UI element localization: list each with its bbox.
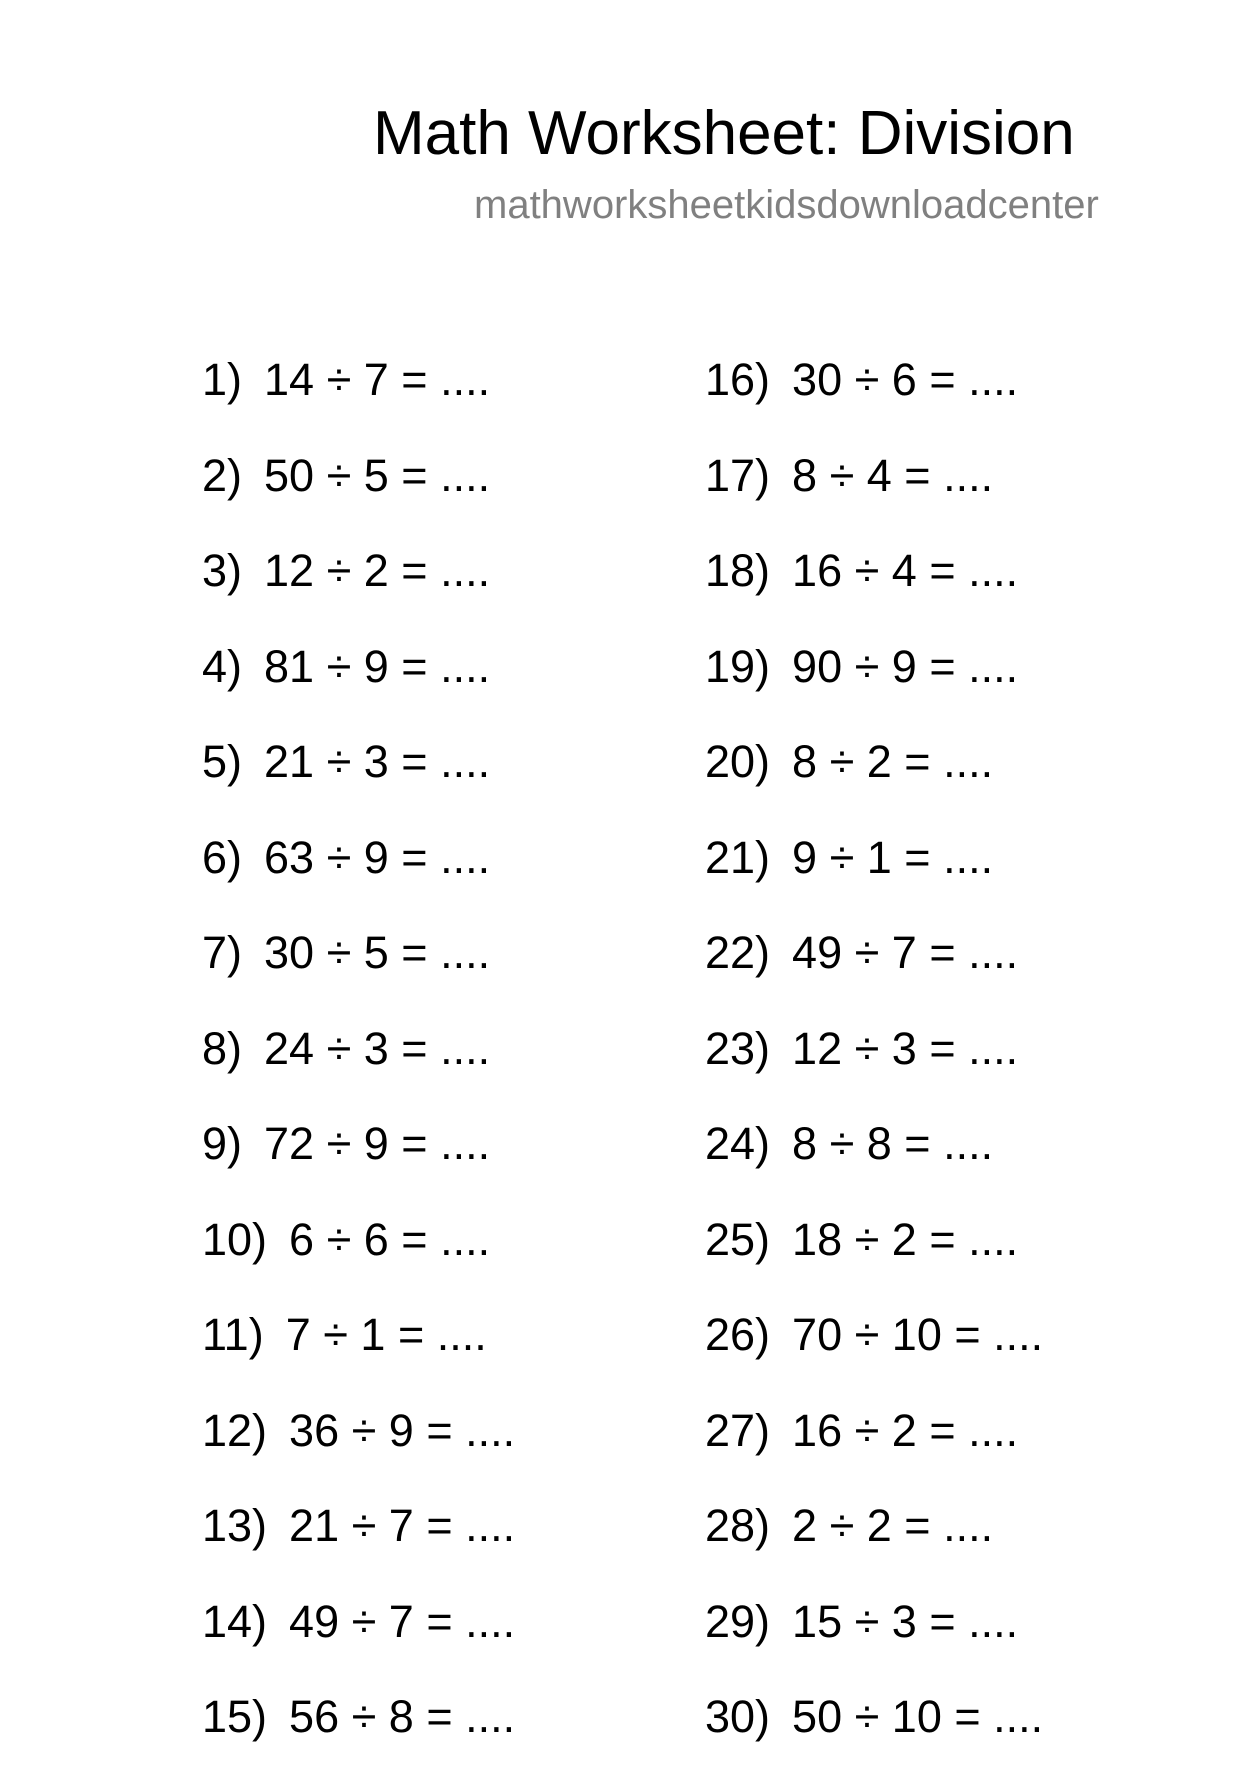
- site-subtitle: mathworksheetkidsdownloadcenter: [474, 183, 1099, 227]
- problem-number: 19): [705, 640, 771, 692]
- problem-number: 23): [705, 1022, 771, 1074]
- problem-expression: 12 ÷ 2 = ....: [264, 545, 491, 596]
- problem-number: 18): [705, 545, 771, 596]
- problem-item: [202, 1019, 515, 1115]
- problem-expression: 63 ÷ 9 = ....: [264, 831, 491, 883]
- problem-number: 9): [202, 1118, 243, 1169]
- problem-expression: 2 ÷ 2 = ....: [792, 1500, 994, 1551]
- problem-item: [202, 1114, 515, 1210]
- problem-expression: 8 ÷ 8 = ....: [792, 1118, 994, 1169]
- problem-expression: 7 ÷ 1 = ....: [285, 1309, 487, 1360]
- problem-expression: 15 ÷ 3 = ....: [792, 1595, 1019, 1647]
- problems-column-left: [202, 350, 515, 1783]
- problem-number: 13): [202, 1500, 268, 1551]
- problem-expression: 72 ÷ 9 = ....: [264, 1118, 491, 1169]
- problem-expression: 50 ÷ 10 = ....: [792, 1691, 1044, 1742]
- problem-item: [202, 923, 515, 1019]
- problem-item: [202, 828, 515, 924]
- problem-expression: 21 ÷ 7 = ....: [289, 1500, 516, 1551]
- problem-item: [705, 637, 1043, 733]
- problems-column-right: [705, 350, 1043, 1783]
- problem-number: 28): [705, 1500, 771, 1551]
- problem-number: 6): [202, 831, 243, 883]
- problem-number: 16): [705, 354, 771, 405]
- problem-number: 12): [202, 1404, 268, 1456]
- problem-item: [705, 446, 1043, 542]
- problem-item: [705, 1401, 1043, 1497]
- problem-expression: 49 ÷ 7 = ....: [792, 927, 1019, 978]
- problem-expression: 36 ÷ 9 = ....: [289, 1404, 516, 1456]
- problem-expression: 8 ÷ 2 = ....: [792, 736, 994, 787]
- problem-item: [705, 1305, 1043, 1401]
- problem-item: [202, 1687, 515, 1783]
- problem-item: [705, 828, 1043, 924]
- problem-number: 22): [705, 927, 771, 978]
- problem-number: 17): [705, 449, 771, 501]
- problem-item: [705, 732, 1043, 828]
- problem-item: [202, 1210, 515, 1306]
- problem-number: 29): [705, 1595, 771, 1647]
- problem-expression: 30 ÷ 6 = ....: [792, 354, 1019, 405]
- problem-expression: 6 ÷ 6 = ....: [289, 1213, 491, 1265]
- problem-expression: 50 ÷ 5 = ....: [264, 449, 491, 501]
- problem-item: [202, 637, 515, 733]
- problem-number: 30): [705, 1691, 771, 1742]
- problem-item: [202, 446, 515, 542]
- problem-item: [202, 1592, 515, 1688]
- problem-number: 24): [705, 1118, 771, 1169]
- page-title: Math Worksheet: Division: [373, 99, 1075, 168]
- problem-item: [705, 350, 1043, 446]
- problem-item: [705, 1592, 1043, 1688]
- problem-number: 4): [202, 640, 243, 692]
- problem-number: 15): [202, 1691, 268, 1742]
- problem-item: [202, 1305, 515, 1401]
- problem-number: 3): [202, 545, 243, 596]
- problem-number: 26): [705, 1309, 771, 1360]
- problem-number: 25): [705, 1213, 771, 1265]
- problem-item: [705, 1019, 1043, 1115]
- problem-number: 2): [202, 449, 243, 501]
- problem-item: [705, 1210, 1043, 1306]
- problem-item: [705, 541, 1043, 637]
- problem-item: [202, 1496, 515, 1592]
- problem-expression: 14 ÷ 7 = ....: [264, 354, 491, 405]
- problem-item: [705, 1687, 1043, 1783]
- problem-number: 8): [202, 1022, 243, 1074]
- problem-number: 14): [202, 1595, 268, 1647]
- problem-expression: 12 ÷ 3 = ....: [792, 1022, 1019, 1074]
- problem-item: [202, 350, 515, 446]
- problem-expression: 9 ÷ 1 = ....: [792, 831, 994, 883]
- problem-expression: 21 ÷ 3 = ....: [264, 736, 491, 787]
- problem-expression: 90 ÷ 9 = ....: [792, 640, 1019, 692]
- problem-number: 21): [705, 831, 771, 883]
- problem-number: 5): [202, 736, 243, 787]
- problem-expression: 16 ÷ 2 = ....: [792, 1404, 1019, 1456]
- problem-expression: 49 ÷ 7 = ....: [289, 1595, 516, 1647]
- problem-expression: 8 ÷ 4 = ....: [792, 449, 994, 501]
- problem-item: [705, 1496, 1043, 1592]
- problem-item: [705, 923, 1043, 1019]
- problem-expression: 81 ÷ 9 = ....: [264, 640, 491, 692]
- problem-item: [705, 1114, 1043, 1210]
- problem-expression: 30 ÷ 5 = ....: [264, 927, 491, 978]
- problem-item: [202, 732, 515, 828]
- problem-item: [202, 1401, 515, 1497]
- problem-expression: 18 ÷ 2 = ....: [792, 1213, 1019, 1265]
- problem-expression: 16 ÷ 4 = ....: [792, 545, 1019, 596]
- problem-number: 7): [202, 927, 243, 978]
- problem-item: [202, 541, 515, 637]
- problem-number: 10): [202, 1213, 268, 1265]
- problem-expression: 56 ÷ 8 = ....: [289, 1691, 516, 1742]
- problem-number: 1): [202, 354, 243, 405]
- problem-expression: 70 ÷ 10 = ....: [792, 1309, 1044, 1360]
- problem-number: 11): [202, 1309, 264, 1360]
- problem-number: 27): [705, 1404, 771, 1456]
- problem-number: 20): [705, 736, 771, 787]
- problem-expression: 24 ÷ 3 = ....: [264, 1022, 491, 1074]
